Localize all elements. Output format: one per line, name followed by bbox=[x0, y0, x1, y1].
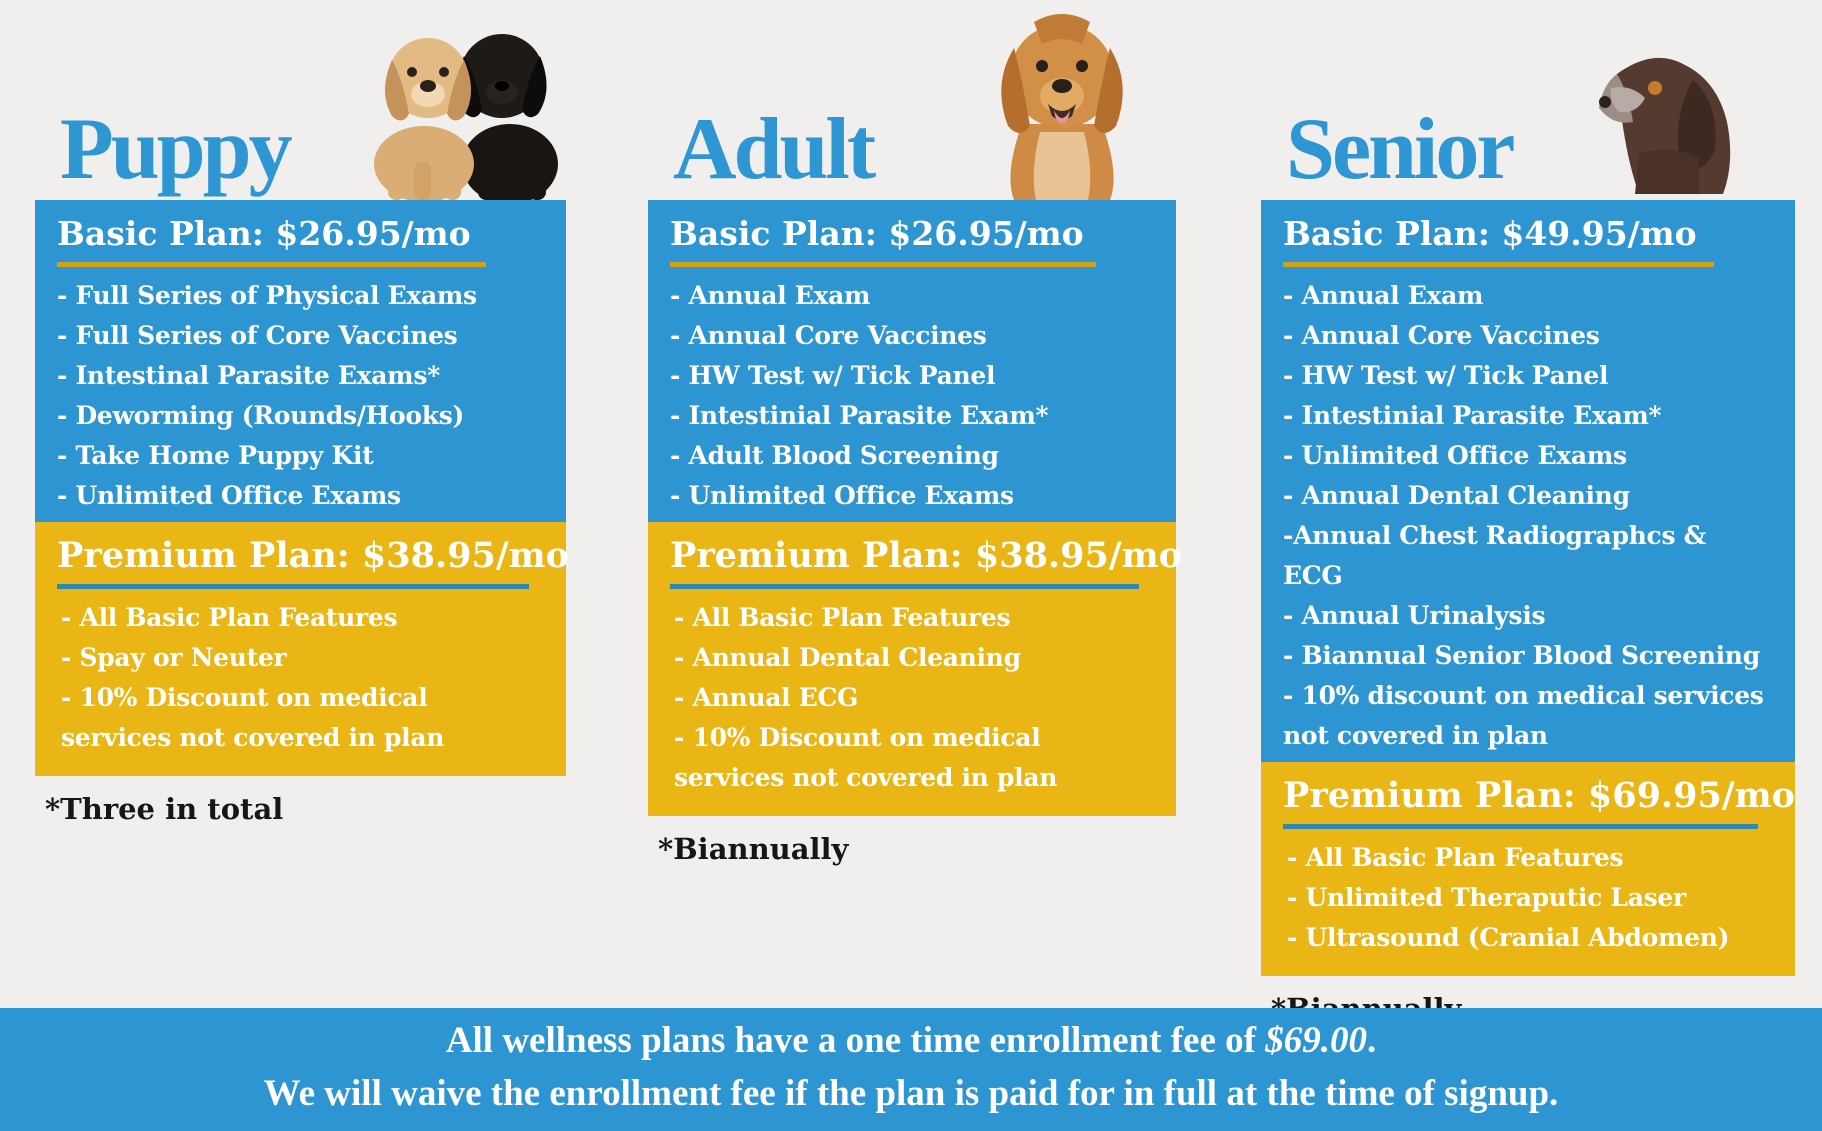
plan-item: - Full Series of Physical Exams bbox=[57, 281, 477, 310]
plan-item: - Intestinial Parasite Exam* bbox=[670, 401, 1049, 430]
senior-dog-photo bbox=[1581, 36, 1761, 194]
enrollment-fee-text: All wellness plans have a one time enrollment fee of bbox=[445, 1020, 1266, 1061]
plan-item: - Annual Dental Cleaning bbox=[1283, 481, 1630, 510]
adult-premium-plan-box bbox=[648, 522, 1182, 816]
senior-column bbox=[1261, 0, 1795, 1026]
plan-item: - Biannual Senior Blood Screening bbox=[1283, 641, 1760, 670]
plan-item: - All Basic Plan Features bbox=[674, 603, 1011, 632]
enrollment-fee-period: . bbox=[1366, 1020, 1377, 1061]
plan-item: - Unlimited Theraputic Laser bbox=[1287, 883, 1686, 912]
adult-dog-photo bbox=[962, 4, 1162, 200]
puppy-title: Puppy bbox=[60, 101, 290, 198]
adult-column bbox=[648, 0, 1182, 866]
senior-title: Senior bbox=[1286, 101, 1513, 198]
plan-item: - All Basic Plan Features bbox=[61, 603, 398, 632]
plan-item: - Adult Blood Screening bbox=[670, 441, 999, 470]
plan-item: - HW Test w/ Tick Panel bbox=[1283, 361, 1609, 390]
enrollment-waiver-line: We will waive the enrollment fee if the plan is paid for in full at the time of signup. bbox=[263, 1073, 1559, 1114]
puppy-column bbox=[35, 0, 569, 826]
plan-item: - Annual Exam bbox=[670, 281, 871, 310]
plan-item: - Annual Core Vaccines bbox=[670, 321, 987, 350]
plan-item: - Full Series of Core Vaccines bbox=[57, 321, 458, 350]
enrollment-fee-amount: $69.00 bbox=[1265, 1020, 1367, 1061]
adult-basic-plan-items bbox=[670, 276, 1154, 516]
puppy-photo bbox=[332, 18, 562, 200]
plan-item: - Annual Dental Cleaning bbox=[674, 643, 1021, 672]
puppy-basic-plan-box bbox=[35, 200, 566, 522]
plan-item: - Annual Core Vaccines bbox=[1283, 321, 1600, 350]
adult-premium-plan-header: Premium Plan: $38.95/mo bbox=[670, 535, 1182, 576]
plan-item: - Ultrasound (Cranial Abdomen) bbox=[1287, 923, 1730, 952]
adult-title-row bbox=[648, 0, 1176, 200]
adult-basic-plan-box bbox=[648, 200, 1176, 522]
gold-divider bbox=[670, 262, 1096, 267]
plan-item: - Deworming (Rounds/Hooks) bbox=[57, 401, 465, 430]
plan-item: - Unlimited Office Exams bbox=[670, 481, 1014, 510]
senior-basic-plan-header: Basic Plan: $49.95/mo bbox=[1283, 214, 1697, 253]
senior-premium-plan-box bbox=[1261, 762, 1795, 976]
blue-divider bbox=[1283, 824, 1758, 829]
puppy-basic-plan-header: Basic Plan: $26.95/mo bbox=[57, 214, 471, 253]
puppy-premium-plan-items bbox=[57, 598, 544, 758]
senior-title-row bbox=[1261, 0, 1795, 200]
plan-item: - HW Test w/ Tick Panel bbox=[670, 361, 996, 390]
plan-item: - Annual Exam bbox=[1283, 281, 1484, 310]
adult-premium-plan-items bbox=[670, 598, 1154, 798]
plan-item: -Annual Chest Radiographcs & ECG bbox=[1283, 521, 1706, 590]
plan-item: - All Basic Plan Features bbox=[1287, 843, 1624, 872]
plan-item: - Spay or Neuter bbox=[61, 643, 287, 672]
blue-divider bbox=[670, 584, 1139, 589]
puppy-basic-plan-items bbox=[57, 276, 544, 516]
gold-divider bbox=[57, 262, 486, 267]
plan-item: - Annual ECG bbox=[674, 683, 859, 712]
senior-basic-plan-box bbox=[1261, 200, 1795, 762]
puppy-footnote: *Three in total bbox=[45, 792, 284, 826]
puppy-premium-plan-box bbox=[35, 522, 569, 776]
plan-item: - Annual Urinalysis bbox=[1283, 601, 1546, 630]
plan-item: - Unlimited Office Exams bbox=[1283, 441, 1627, 470]
senior-premium-plan-items bbox=[1283, 838, 1773, 958]
plan-item: - Intestinal Parasite Exams* bbox=[57, 361, 440, 390]
adult-footnote: *Biannually bbox=[658, 832, 849, 866]
plan-item: - 10% discount on medical services not covered in plan bbox=[1283, 681, 1764, 750]
adult-basic-plan-header: Basic Plan: $26.95/mo bbox=[670, 214, 1084, 253]
enrollment-fee-banner bbox=[0, 1008, 1822, 1131]
enrollment-fee-line bbox=[0, 1019, 1822, 1063]
plan-item: - 10% Discount on medical services not covered in plan bbox=[674, 723, 1058, 792]
puppy-title-row bbox=[35, 0, 566, 200]
plan-item: - Intestinial Parasite Exam* bbox=[1283, 401, 1662, 430]
plan-item: - 10% Discount on medical services not covered in plan bbox=[61, 683, 445, 752]
puppy-premium-plan-header: Premium Plan: $38.95/mo bbox=[57, 535, 569, 576]
senior-premium-plan-header: Premium Plan: $69.95/mo bbox=[1283, 775, 1795, 816]
gold-divider bbox=[1283, 262, 1714, 267]
plan-item: - Take Home Puppy Kit bbox=[57, 441, 374, 470]
adult-title: Adult bbox=[673, 101, 874, 198]
blue-divider bbox=[57, 584, 529, 589]
senior-basic-plan-items bbox=[1283, 276, 1773, 756]
plan-item: - Unlimited Office Exams bbox=[57, 481, 401, 510]
